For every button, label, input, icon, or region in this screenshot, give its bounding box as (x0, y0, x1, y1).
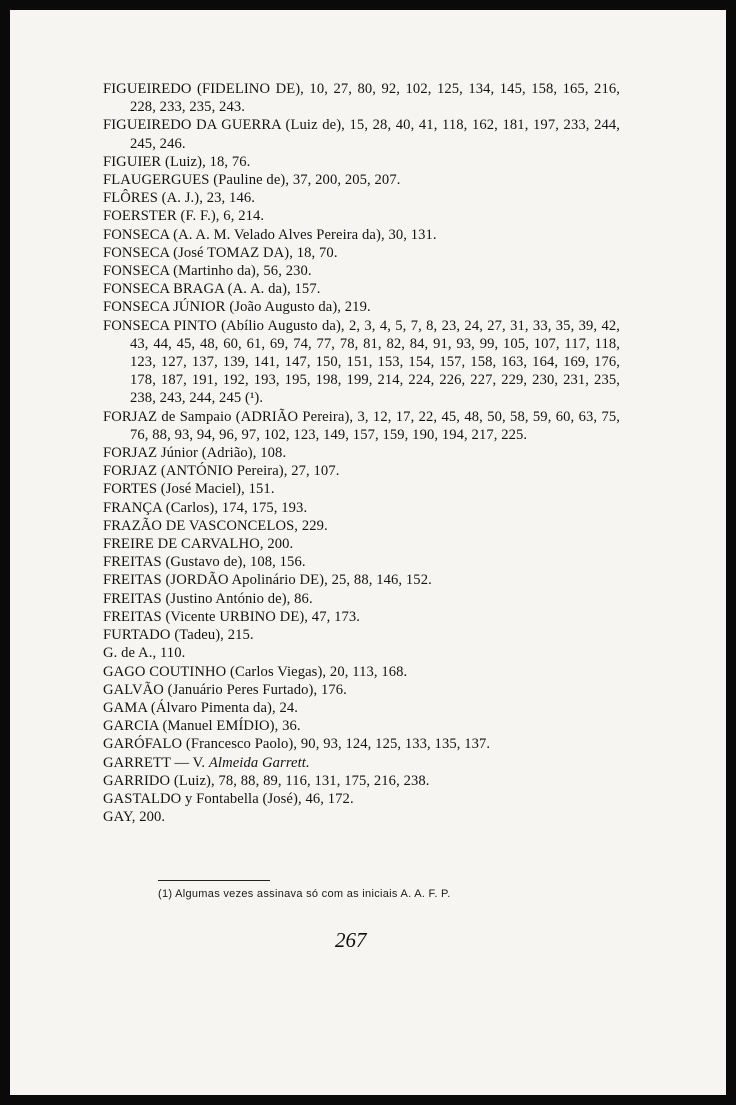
index-entry: FONSECA (Martinho da), 56, 230. (103, 263, 312, 280)
index-entry: FIGUIER (Luiz), 18, 76. (103, 153, 251, 170)
index-entry: FIGUEIREDO DA GUERRA (Luiz de), 15, 28, 40, 41, 118, 162, 181, 197, 233, 244, 245, 246. (103, 117, 621, 152)
footnote: (1) Algumas vezes assinava só com as iniciais A. A. F. P. (158, 888, 451, 900)
index-entry: GAY, 200. (103, 809, 166, 826)
index-entry: GALVÃO (Januário Peres Furtado), 176. (103, 681, 347, 698)
index-entry: FREITAS (JORDÃO Apolinário DE), 25, 88, 146, 152. (103, 572, 432, 589)
page-number: 267 (335, 928, 367, 952)
index-entry: FORJAZ (ANTÓNIO Pereira), 27, 107. (103, 463, 340, 480)
index-entry: FOERSTER (F. F.), 6, 214. (103, 208, 265, 225)
index-entry: FLÔRES (A. J.), 23, 146. (103, 190, 255, 207)
index-entry: FORJAZ Júnior (Adrião), 108. (103, 445, 287, 462)
index-entry: FORJAZ de Sampaio (ADRIÃO Pereira), 3, 12, 17, 22, 45, 48, 50, 58, 59, 60, 63, 75, 76, 88, 93, 94, 96, 97, 102, 123, 149, 157, 159, 190, 194, 217, 225. (103, 408, 620, 443)
index-page (10, 10, 726, 1095)
index-entry: GAGO COUTINHO (Carlos Viegas), 20, 113, 168. (103, 663, 408, 680)
index-entry: GARRETT — V. Almeida Garrett. (103, 754, 310, 771)
index-entry: FREIRE DE CARVALHO, 200. (103, 536, 294, 553)
index-entry: FRANÇA (Carlos), 174, 175, 193. (103, 499, 308, 516)
index-entry: GAMA (Álvaro Pimenta da), 24. (103, 699, 299, 716)
index-entries (10, 80, 726, 826)
index-entry: FRAZÃO DE VASCONCELOS, 229. (103, 517, 328, 534)
index-entry: GASTALDO y Fontabella (José), 46, 172. (103, 790, 354, 807)
index-entry: FLAUGERGUES (Pauline de), 37, 200, 205, 207. (103, 172, 401, 189)
index-entry: GARRIDO (Luiz), 78, 88, 89, 116, 131, 175, 216, 238. (103, 772, 430, 789)
index-entry: FONSECA (A. A. M. Velado Alves Pereira da), 30, 131. (103, 226, 437, 243)
index-entry: FORTES (José Maciel), 151. (103, 481, 275, 498)
index-entry: FREITAS (Gustavo de), 108, 156. (103, 554, 306, 571)
index-entry: FONSECA (José TOMAZ DA), 18, 70. (103, 244, 338, 261)
footnote-divider (158, 880, 270, 881)
index-entry: FREITAS (Justino António de), 86. (103, 590, 313, 607)
index-entry: FONSECA JÚNIOR (João Augusto da), 219. (103, 299, 371, 316)
index-entry: GARCIA (Manuel EMÍDIO), 36. (103, 718, 301, 735)
index-entry: GARÓFALO (Francesco Paolo), 90, 93, 124, 125, 133, 135, 137. (103, 736, 491, 753)
index-entry: FONSECA PINTO (Abílio Augusto da), 2, 3, 4, 5, 7, 8, 23, 24, 27, 31, 33, 35, 39, 42, 43, 44, 45, 48, 60, 61, 69, 74, 77, 78, 81, 82, 84, 91, 93, 99, 105, 107, 117, 118, 123, 127, 137, 139, 141, 147, 150, 151, 153, 154, 157, 158, 163, 164, 169, 176, 178, 187, 191, 192, 193, 195, 198, 199, 214, 224, 226, 227, 229, 230, 231, 235, 238, 243, 244, 245 (¹). (103, 317, 620, 407)
index-entry: FURTADO (Tadeu), 215. (103, 627, 254, 644)
index-entry: FREITAS (Vicente URBINO DE), 47, 173. (103, 608, 361, 625)
index-entry: G. de A., 110. (103, 645, 186, 662)
index-entry: FONSECA BRAGA (A. A. da), 157. (103, 281, 321, 298)
index-entry: FIGUEIREDO (FIDELINO DE), 10, 27, 80, 92, 102, 125, 134, 145, 158, 165, 216, 228, 233, 235, 243. (103, 81, 620, 116)
